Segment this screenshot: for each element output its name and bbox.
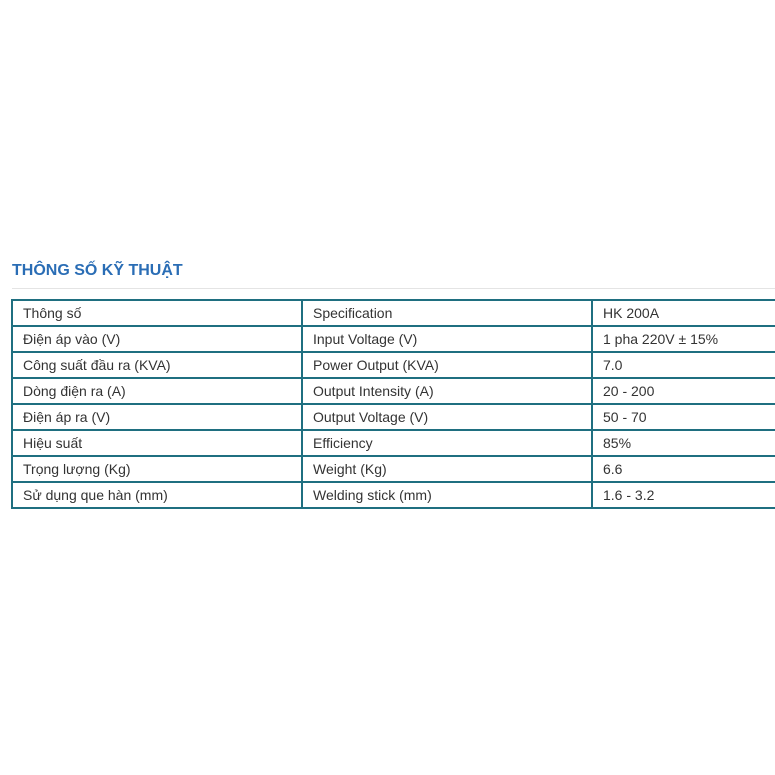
cell-param-name: Điện áp vào (V): [12, 326, 302, 352]
table-row: [12, 404, 775, 430]
cell-value: 6.6: [592, 456, 775, 482]
cell-value: 85%: [592, 430, 775, 456]
cell-spec-name: Efficiency: [302, 430, 592, 456]
cell-spec-name: Welding stick (mm): [302, 482, 592, 508]
section-title: THÔNG SỐ KỸ THUẬT: [12, 262, 183, 279]
cell-value: 7.0: [592, 352, 775, 378]
cell-model-name: HK 200A: [592, 300, 775, 326]
cell-param-name: Sử dụng que hàn (mm): [12, 482, 302, 508]
cell-value: 50 - 70: [592, 404, 775, 430]
cell-param-name: Trọng lượng (Kg): [12, 456, 302, 482]
cell-value: 20 - 200: [592, 378, 775, 404]
title-divider: [12, 288, 775, 289]
spec-table: [11, 299, 775, 509]
table-row: [12, 352, 775, 378]
cell-spec-name: Input Voltage (V): [302, 326, 592, 352]
cell-param-name: Điện áp ra (V): [12, 404, 302, 430]
table-row: [12, 326, 775, 352]
table-row: [12, 456, 775, 482]
cell-value: 1.6 - 3.2: [592, 482, 775, 508]
cell-spec-name: Weight (Kg): [302, 456, 592, 482]
table-row: [12, 430, 775, 456]
table-row: [12, 482, 775, 508]
cell-spec-name: Power Output (KVA): [302, 352, 592, 378]
cell-spec-name: Output Intensity (A): [302, 378, 592, 404]
cell-param-name: Hiệu suất: [12, 430, 302, 456]
table-row: [12, 378, 775, 404]
cell-param-name: Dòng điện ra (A): [12, 378, 302, 404]
cell-param-name: Thông số: [12, 300, 302, 326]
cell-value: 1 pha 220V ± 15%: [592, 326, 775, 352]
cell-param-name: Công suất đầu ra (KVA): [12, 352, 302, 378]
cell-spec-name: Output Voltage (V): [302, 404, 592, 430]
table-row-header: [12, 300, 775, 326]
cell-spec-name: Specification: [302, 300, 592, 326]
